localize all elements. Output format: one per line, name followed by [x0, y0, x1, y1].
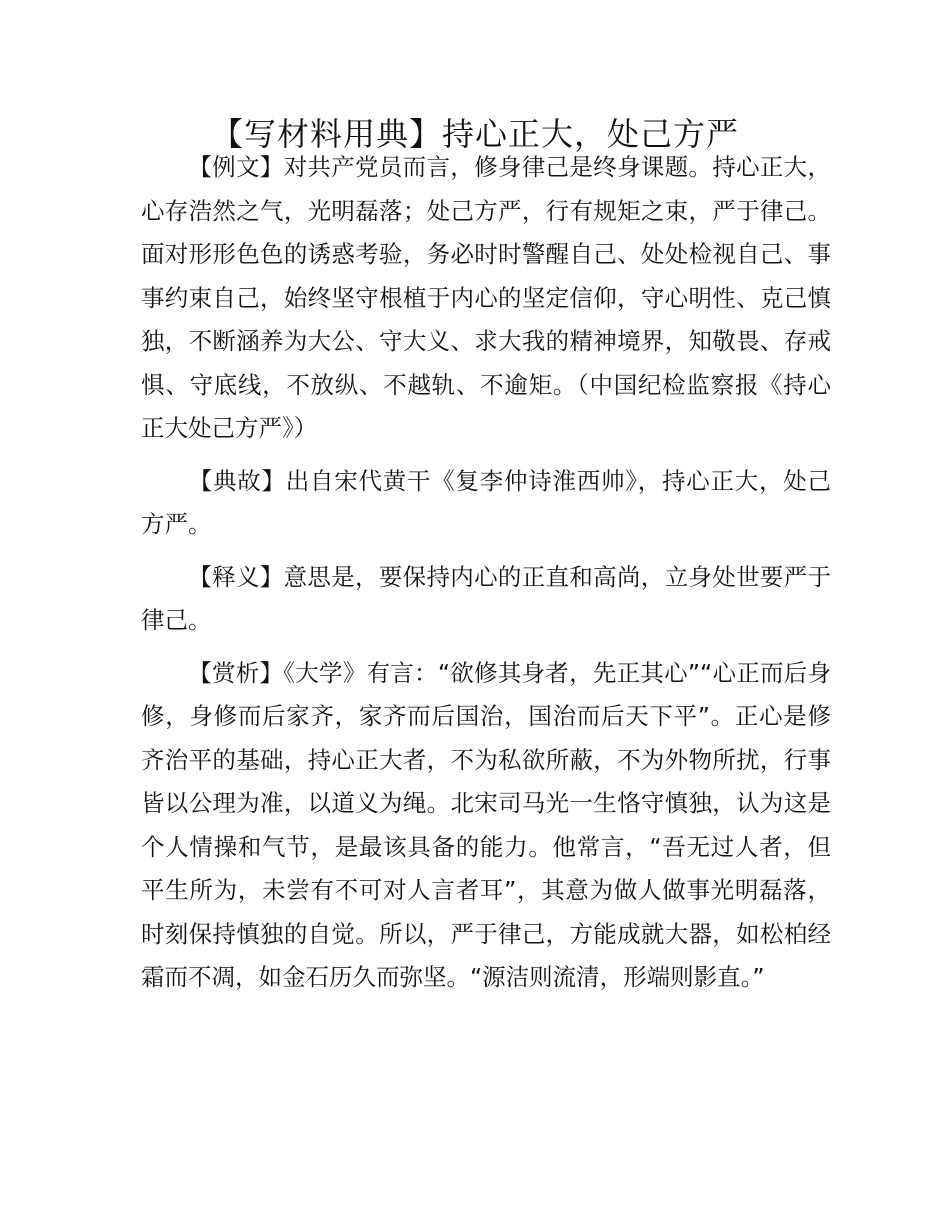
document-body — [141, 146, 831, 1000]
document-title: 【写材料用典】持心正大，处己方严 — [210, 115, 739, 153]
paragraph-appreciation-text: 【赏析】《大学》有言：“欲修其身者，先正其心”“心正而后身修，身修而后家齐，家齐而后国治，国治而后天下平”。正心是修齐治平的基础，持心正大者，不为私欲所蔽，不为外物所扰，行事皆以公理为准，以道义为绳。北宋司马光一生恪守慎独，认为这是个人情操和气节，是最该具备的能力。他常言，“吾无过人者，但平生所为，未尝有不可对人言者耳”，其意为做人做事光明磊落，时刻保持慎独的自觉。所以，严于律己，方能成就大器，如松柏经霜而不凋，如金石历久而弥坚。“源洁则流清，形端则影直。” — [141, 658, 831, 991]
paragraph-meaning — [141, 556, 831, 643]
paragraph-allusion — [141, 460, 831, 547]
paragraph-meaning-text: 【释义】意思是，要保持内心的正直和高尚，立身处世要严于律己。 — [141, 562, 831, 634]
paragraph-example-text: 【例文】对共产党员而言，修身律己是终身课题。持心正大，心存浩然之气，光明磊落；处己方严，行有规矩之束，严于律己。面对形形色色的诱惑考验，务必时时警醒自己、处处检视自己、事事约束自己，始终坚守根植于内心的坚定信仰，守心明性、克己慎独，不断涵养为大公、守大义、求大我的精神境界，知敬畏、存戒惧、守底线，不放纵、不越轨、不逾矩。（中国纪检监察报《持心正大处己方严》） — [141, 153, 831, 442]
paragraph-appreciation — [141, 652, 831, 1000]
paragraph-example — [141, 146, 831, 451]
paragraph-allusion-text: 【典故】出自宋代黄干《复李仲诗淮西帅》，持心正大，处己方严。 — [141, 466, 831, 538]
